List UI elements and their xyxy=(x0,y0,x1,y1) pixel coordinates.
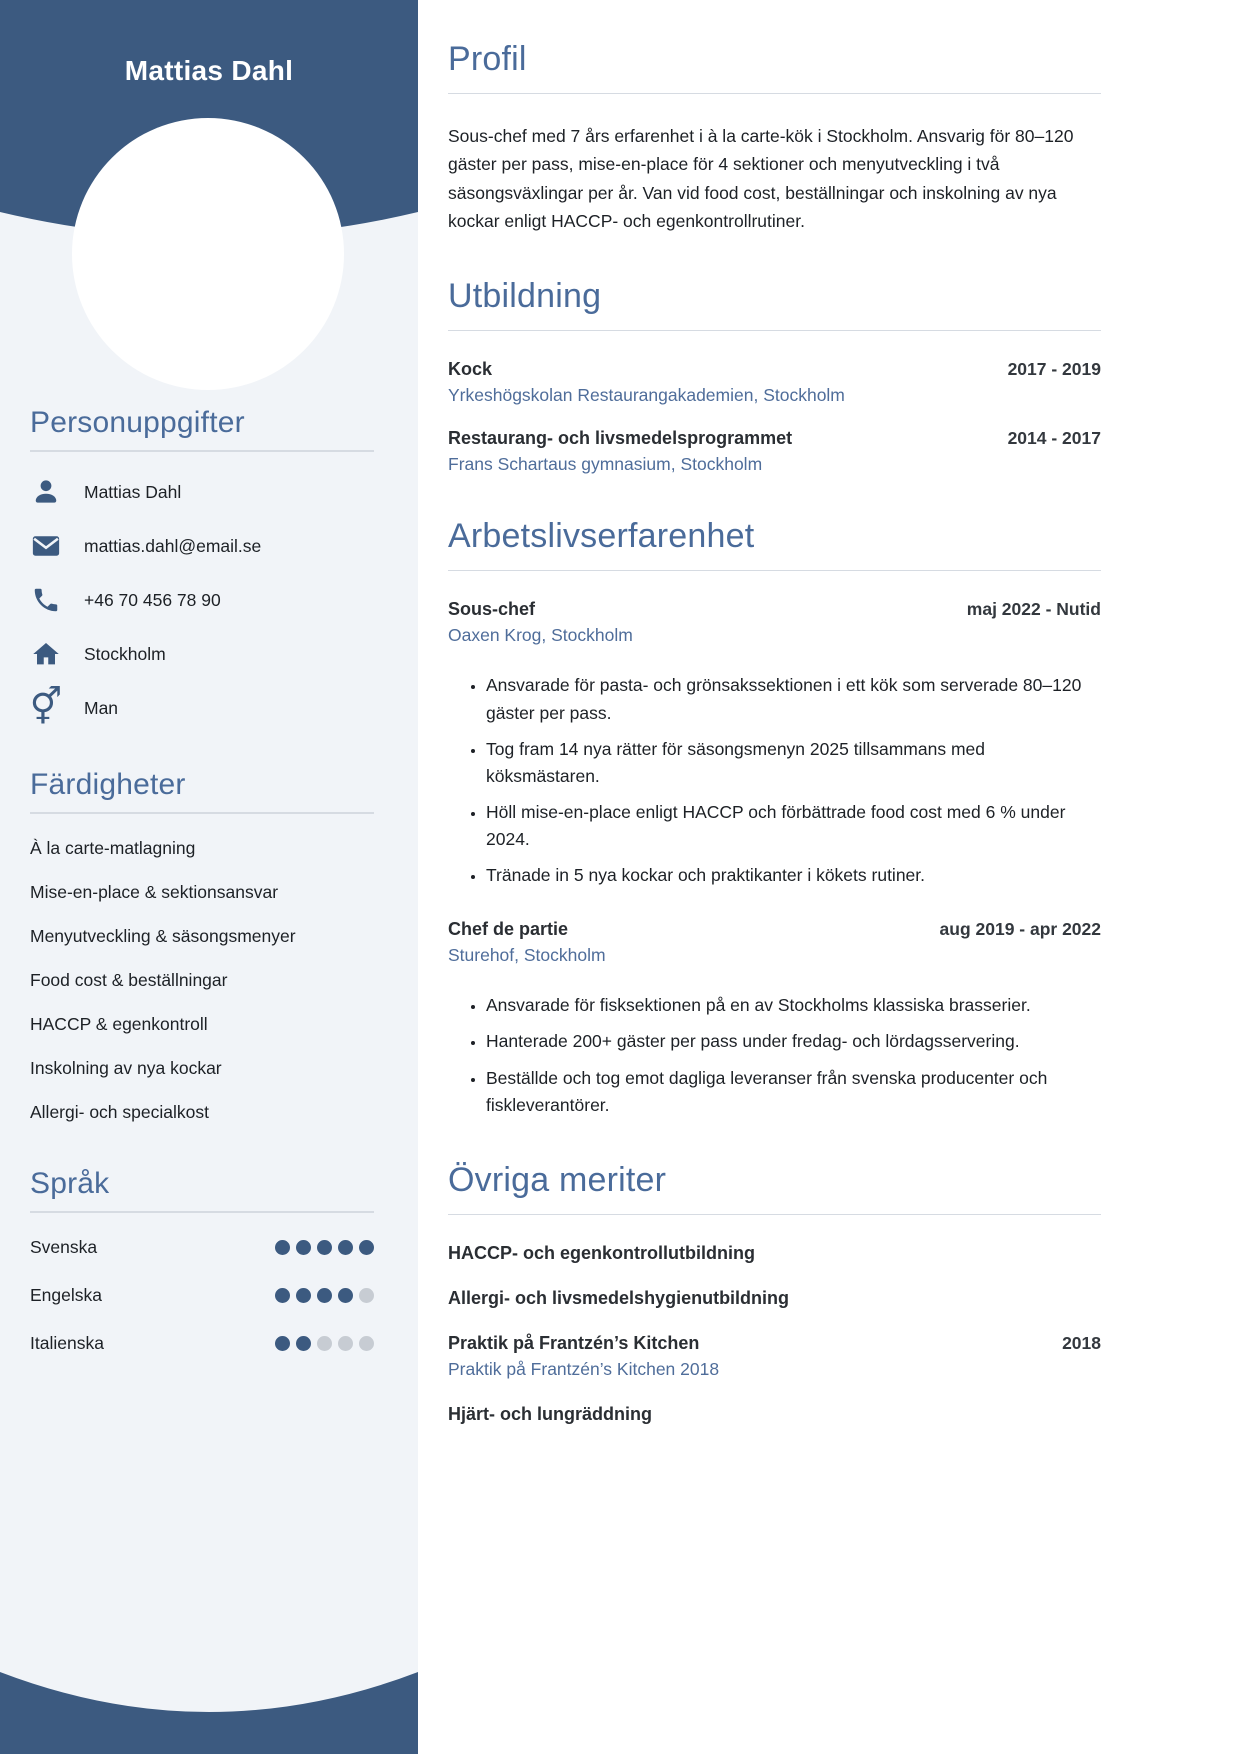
languages-title: Språk xyxy=(30,1167,110,1200)
experience-title: Arbetslivserfarenhet xyxy=(448,517,755,556)
main-content xyxy=(418,0,1241,1754)
skill-item: Inskolning av nya kockar xyxy=(30,1058,222,1078)
language-level-dots xyxy=(275,1240,374,1255)
entry-dates: 2014 - 2017 xyxy=(1007,428,1101,449)
experience-entry xyxy=(448,919,1101,1119)
skill-item: Mise-en-place & sektionsansvar xyxy=(30,882,279,902)
language-level-dots xyxy=(275,1288,374,1303)
entry-head xyxy=(448,428,1101,449)
language-level-dots xyxy=(275,1336,374,1351)
divider xyxy=(448,330,1101,331)
entry-head xyxy=(448,1288,1101,1309)
degree-title: Kock xyxy=(448,359,493,380)
merit-entry xyxy=(448,1243,1101,1264)
level-dot xyxy=(317,1288,332,1303)
phone-icon xyxy=(30,584,62,616)
merit-entry xyxy=(448,1288,1101,1309)
level-dot xyxy=(338,1336,353,1351)
level-dot xyxy=(275,1240,290,1255)
photo-placeholder xyxy=(72,118,344,390)
bullet-item: • Tränade in 5 nya kockar och praktikanter i kökets rutiner. xyxy=(486,862,1101,889)
bullet-item: • Tog fram 14 nya rätter för säsongsmenyn 2025 tillsammans med köksmästaren. xyxy=(486,736,1101,790)
entry-head xyxy=(448,1333,1101,1354)
personal-item-value: Man xyxy=(84,697,119,718)
divider xyxy=(30,1211,374,1213)
merit-title: Hjärt- och lungräddning xyxy=(448,1403,652,1424)
level-dot xyxy=(338,1240,353,1255)
personal-info-section xyxy=(29,406,374,728)
merit-title: Allergi- och livsmedelshygienutbildning xyxy=(448,1287,790,1308)
entry-head xyxy=(448,1243,1101,1264)
personal-item-city xyxy=(30,638,374,670)
job-title: Sous-chef xyxy=(448,599,536,620)
divider xyxy=(30,450,374,452)
bullet-item: • Hanterade 200+ gäster per pass under fredag- och lördagsservering. xyxy=(486,1028,1101,1055)
personal-item-name xyxy=(30,476,374,508)
profile-section xyxy=(448,40,1101,235)
education-title: Utbildning xyxy=(448,277,602,316)
language-label: Svenska xyxy=(30,1237,98,1257)
personal-item-gender xyxy=(29,687,374,728)
level-dot xyxy=(275,1336,290,1351)
divider xyxy=(448,1214,1101,1215)
skill-item: Food cost & beställningar xyxy=(30,970,228,990)
experience-entry xyxy=(448,599,1101,889)
skills-title: Färdigheter xyxy=(30,768,186,801)
entry-head xyxy=(448,599,1101,620)
bullet-item: • Ansvarade för fisksektionen på en av Stockholms klassiska brasserier. xyxy=(486,992,1101,1019)
education-section xyxy=(448,277,1101,475)
merit-subtitle: Praktik på Frantzén’s Kitchen 2018 xyxy=(448,1358,720,1379)
home-icon xyxy=(30,638,62,670)
language-label: Engelska xyxy=(30,1285,102,1305)
job-bullets xyxy=(448,672,1101,889)
language-row xyxy=(30,1333,374,1354)
experience-section xyxy=(448,517,1101,1118)
entry-head xyxy=(448,359,1101,380)
sidebar xyxy=(0,0,418,1754)
personal-item-value: Stockholm xyxy=(84,643,166,664)
envelope-icon xyxy=(30,530,62,562)
skill-item: À la carte-matlagning xyxy=(30,838,196,858)
entry-dates: aug 2019 - apr 2022 xyxy=(939,919,1101,940)
person-icon xyxy=(30,476,62,508)
personal-item-value: Mattias Dahl xyxy=(84,481,182,502)
level-dot xyxy=(359,1336,374,1351)
skill-item: Allergi- och specialkost xyxy=(30,1102,209,1122)
level-dot xyxy=(296,1240,311,1255)
merit-entry xyxy=(448,1333,1101,1380)
level-dot xyxy=(296,1288,311,1303)
job-bullets xyxy=(448,992,1101,1119)
personal-item-email xyxy=(30,530,374,562)
level-dot xyxy=(296,1336,311,1351)
job-title: Chef de partie xyxy=(448,919,569,940)
level-dot xyxy=(359,1240,374,1255)
entry-dates: 2017 - 2019 xyxy=(1007,359,1101,380)
personal-info-title: Personuppgifter xyxy=(30,406,245,439)
school-name: Yrkeshögskolan Restaurangakademien, Stockholm xyxy=(448,385,845,406)
other-merits-section xyxy=(448,1161,1101,1425)
profile-text: Sous-chef med 7 års erfarenhet i à la carte-kök i Stockholm. Ansvarig för 80–120 gäster per pass, mise-en-place för 4 sektioner och menyutveckling i två säsongsväxlingar per år. Van vid food cost, beställningar och inskolning av nya kockar enligt HACCP- och egenkontrollrutiner. xyxy=(448,126,1074,232)
skill-item: HACCP & egenkontroll xyxy=(30,1014,208,1034)
entry-head xyxy=(448,919,1101,940)
education-entry xyxy=(448,359,1101,406)
bullet-item: • Ansvarade för pasta- och grönsakssektionen i ett kök som serverade 80–120 gäster per pass. xyxy=(486,672,1101,726)
skills-section xyxy=(30,768,374,1123)
profile-title: Profil xyxy=(448,40,527,78)
personal-item-value: mattias.dahl@email.se xyxy=(84,535,262,556)
level-dot xyxy=(317,1336,332,1351)
school-name: Frans Schartaus gymnasium, Stockholm xyxy=(448,454,763,475)
language-label: Italienska xyxy=(30,1333,104,1353)
company-name: Sturehof, Stockholm xyxy=(448,945,606,966)
language-row xyxy=(30,1285,374,1306)
merit-entry xyxy=(448,1404,1101,1425)
language-row xyxy=(30,1237,374,1258)
company-name: Oaxen Krog, Stockholm xyxy=(448,625,633,646)
candidate-name: Mattias Dahl xyxy=(124,55,294,86)
skill-item: Menyutveckling & säsongsmenyer xyxy=(30,926,296,946)
entry-dates: 2018 xyxy=(1062,1332,1101,1353)
personal-item-phone xyxy=(30,584,374,616)
level-dot xyxy=(359,1288,374,1303)
bullet-item: • Höll mise-en-place enligt HACCP och förbättrade food cost med 6 % under 2024. xyxy=(486,799,1101,853)
entry-head xyxy=(448,1404,1101,1425)
divider xyxy=(30,812,374,814)
level-dot xyxy=(275,1288,290,1303)
sidebar-hero xyxy=(0,0,418,396)
degree-title: Restaurang- och livsmedelsprogrammet xyxy=(448,428,793,449)
skills-list xyxy=(30,838,374,1123)
footer-curve-shape xyxy=(0,1660,418,1754)
level-dot xyxy=(338,1288,353,1303)
bullet-item: • Beställde och tog emot dagliga leveranser från svenska producenter och fiskleverantörer. xyxy=(486,1065,1101,1119)
education-entry xyxy=(448,428,1101,475)
other-merits-title: Övriga meriter xyxy=(448,1160,667,1199)
languages-section xyxy=(30,1167,374,1354)
personal-item-value: +46 70 456 78 90 xyxy=(84,589,221,610)
merit-title: Praktik på Frantzén’s Kitchen xyxy=(448,1332,700,1353)
gender-icon: ⚥ xyxy=(29,687,63,728)
merit-title: HACCP- och egenkontrollutbildning xyxy=(448,1242,755,1263)
level-dot xyxy=(317,1240,332,1255)
divider xyxy=(448,570,1101,571)
divider xyxy=(448,93,1101,94)
entry-dates: maj 2022 - Nutid xyxy=(966,599,1101,620)
